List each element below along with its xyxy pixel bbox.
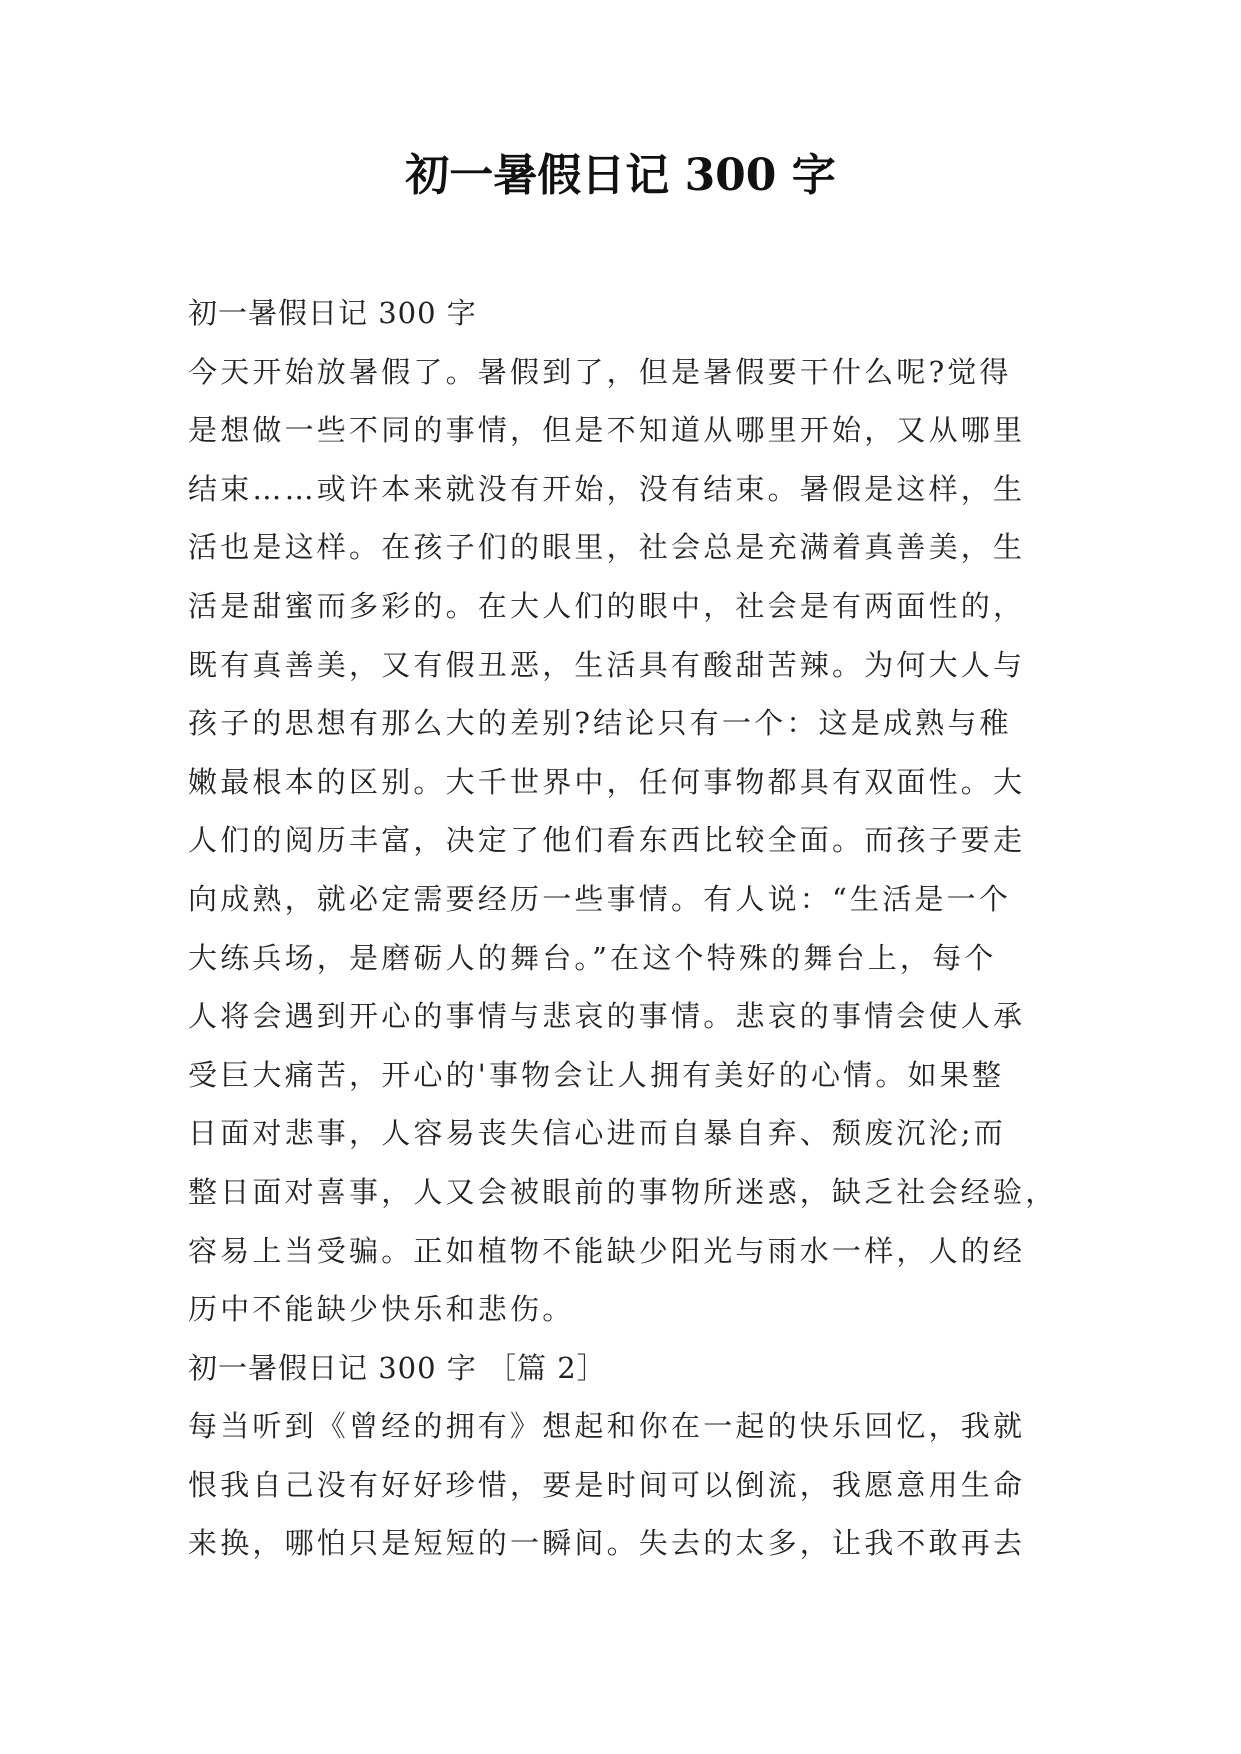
paragraph-line: 活是甜蜜而多彩的。在大人们的眼中，社会是有两面性的， <box>188 588 1026 623</box>
paragraph-line: 受巨大痛苦，开心的'事物会让人拥有美好的心情。如果整 <box>188 1057 1005 1092</box>
paragraph-line: 活也是这样。在孩子们的眼里，社会总是充满着真善美，生 <box>188 530 1026 565</box>
paragraph-line: 恨我自己没有好好珍惜，要是时间可以倒流，我愿意用生命 <box>188 1467 1026 1502</box>
paragraph-line: 今天开始放暑假了。暑假到了，但是暑假要干什么呢?觉得 <box>188 354 1012 389</box>
document-title: 初一暑假日记 300 字 <box>405 150 836 201</box>
document-body <box>188 284 1058 1573</box>
paragraph-line: 向成熟，就必定需要经历一些事情。有人说：“生活是一个 <box>188 881 1012 916</box>
paragraph-line: 大练兵场，是磨砺人的舞台。”在这个特殊的舞台上，每个 <box>188 940 997 975</box>
section-heading-2: 初一暑假日记 300 字 ［篇 2］ <box>188 1350 607 1385</box>
paragraph-line: 既有真善美，又有假丑恶，生活具有酸甜苦辣。为何大人与 <box>188 647 1026 682</box>
section-heading-1: 初一暑假日记 300 字 <box>188 296 477 330</box>
paragraph-line: 结束……或许本来就没有开始，没有结束。暑假是这样，生 <box>188 471 1026 506</box>
paragraph-line: 整日面对喜事，人又会被眼前的事物所迷惑，缺乏社会经验， <box>188 1174 1058 1209</box>
paragraph-line: 来换，哪怕只是短短的一瞬间。失去的太多，让我不敢再去 <box>188 1526 1026 1561</box>
paragraph-line: 是想做一些不同的事情，但是不知道从哪里开始，又从哪里 <box>188 413 1026 448</box>
paragraph-line: 日面对悲事，人容易丧失信心进而自暴自弃、颓废沉沦;而 <box>188 1116 1006 1151</box>
paragraph-line: 人将会遇到开心的事情与悲哀的事情。悲哀的事情会使人承 <box>188 999 1026 1034</box>
paragraph-line: 人们的阅历丰富，决定了他们看东西比较全面。而孩子要走 <box>188 823 1026 858</box>
paragraph-line: 孩子的思想有那么大的差别?结论只有一个：这是成熟与稚 <box>188 706 1012 741</box>
paragraph-line: 容易上当受骗。正如植物不能缺少阳光与雨水一样，人的经 <box>188 1233 1026 1268</box>
paragraph-line: 每当听到《曾经的拥有》想起和你在一起的快乐回忆，我就 <box>188 1409 1026 1444</box>
paragraph-line: 历中不能缺少快乐和悲伤。 <box>188 1292 575 1327</box>
paragraph-line: 嫩最根本的区别。大千世界中，任何事物都具有双面性。大 <box>188 764 1026 799</box>
